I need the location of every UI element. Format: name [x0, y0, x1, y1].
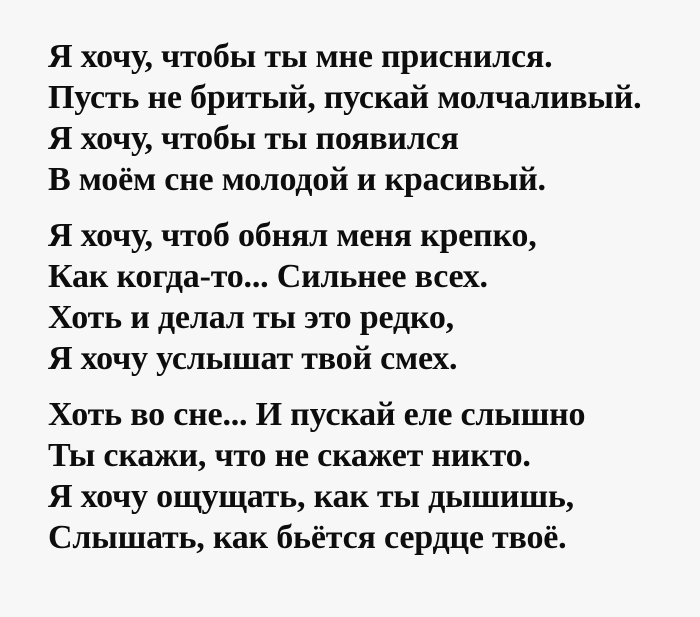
poem-stanza	[48, 215, 676, 379]
poem-line: Ты скажи, что не скажет никто.	[48, 437, 531, 474]
poem-line: Пусть не бритый, пускай молчаливый.	[48, 79, 642, 116]
poem-line: В моём сне молодой и красивый.	[48, 161, 546, 198]
poem-line: Хоть во сне... И пускай еле слышно	[48, 396, 586, 433]
poem-line: Как когда-то... Сильнее всех.	[48, 258, 488, 295]
poem-line: Я хочу, чтобы ты появился	[48, 120, 459, 157]
poem-line: Я хочу, чтобы ты мне приснился.	[48, 38, 553, 75]
poem-line: Я хочу услышат твой смех.	[48, 340, 458, 377]
poem-line: Слышать, как бьётся сердце твоё.	[48, 519, 567, 556]
poem-line: Я хочу, чтоб обнял меня крепко,	[48, 217, 537, 254]
poem-stanza	[48, 36, 676, 200]
poem-stanza	[48, 394, 676, 558]
poem-line: Хоть и делал ты это редко,	[48, 299, 454, 336]
poem-line: Я хочу ощущать, как ты дышишь,	[48, 478, 574, 515]
